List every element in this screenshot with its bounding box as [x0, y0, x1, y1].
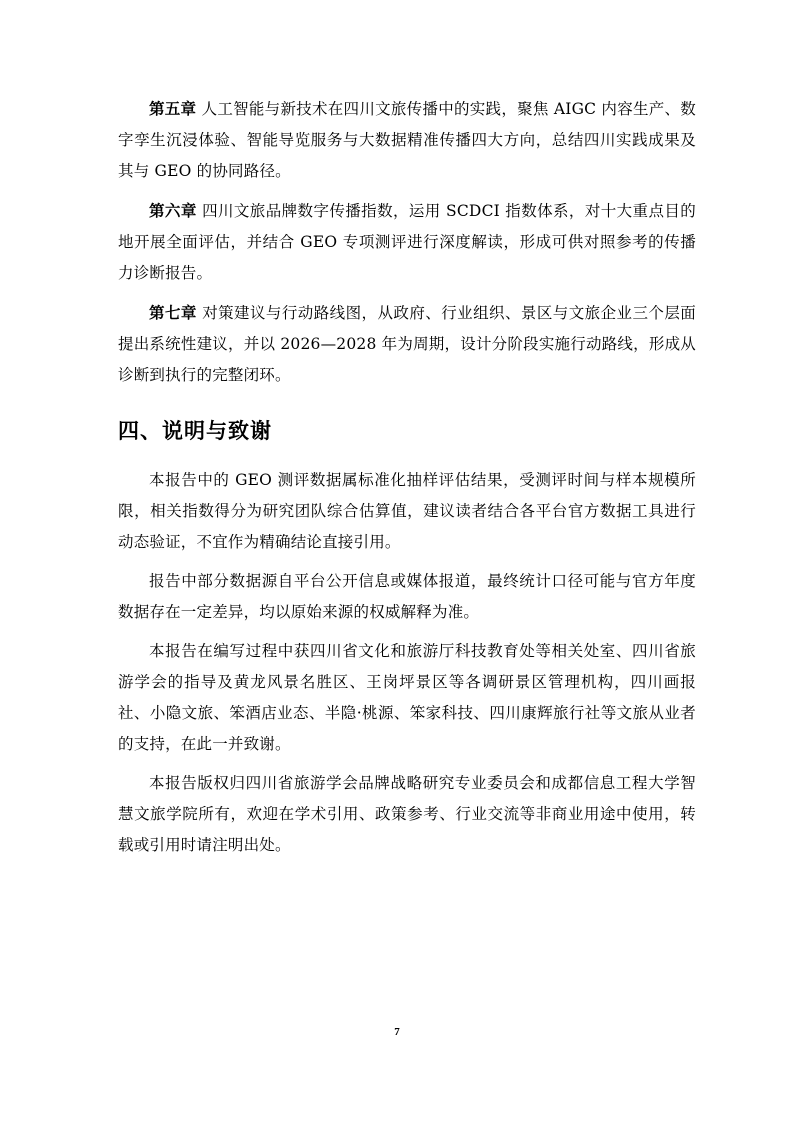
section-paragraph: 报告中部分数据源自平台公开信息或媒体报道，最终统计口径可能与官方年度数据存在一定差异，均以原始来源的权威解释为准。 [118, 572, 696, 621]
chapter-5-paragraph [118, 93, 696, 187]
chapter-6-label: 第六章 [149, 201, 197, 220]
chapter-5-text: 人工智能与新技术在四川文旅传播中的实践，聚焦 AIGC 内容生产、数字孪生沉浸体验、智能导览服务与大数据精准传播四大方向，总结四川实践成果及其与 GEO 的协同路径。 [118, 100, 697, 180]
chapter-5-label: 第五章 [149, 99, 197, 118]
page-content [118, 93, 696, 869]
chapter-6-paragraph [118, 195, 696, 289]
chapter-7-label: 第七章 [149, 303, 197, 322]
section-paragraph: 本报告中的 GEO 测评数据属标准化抽样评估结果，受测评时间与样本规模所限，相关指数得分为研究团队综合估算值，建议读者结合各平台官方数据工具进行动态验证，不宜作为精确结论直接引用。 [118, 471, 696, 551]
section-paragraph: 本报告在编写过程中获四川省文化和旅游厅科技教育处等相关处室、四川省旅游学会的指导及黄龙风景名胜区、王岗坪景区等各调研景区管理机构，四川画报社、小隐文旅、笨酒店业态、半隐·桃源、笨家科技、四川康辉旅行社等文旅从业者的支持，在此一并致谢。 [118, 642, 696, 753]
page-number: 7 [394, 1026, 400, 1038]
chapter-7-text: 对策建议与行动路线图，从政府、行业组织、景区与文旅企业三个层面提出系统性建议，并以 2026—2028 年为周期，设计分阶段实施行动路线，形成从诊断到执行的完整闭环。 [118, 304, 696, 384]
section-paragraph: 本报告版权归四川省旅游学会品牌战略研究专业委员会和成都信息工程大学智慧文旅学院所有，欢迎在学术引用、政策参考、行业交流等非商业用途中使用，转载或引用时请注明出处。 [118, 774, 696, 854]
section-heading: 四、说明与致谢 [118, 419, 272, 443]
chapter-6-text: 四川文旅品牌数字传播指数，运用 SCDCI 指数体系，对十大重点目的地开展全面评估，并结合 GEO 专项测评进行深度解读，形成可供对照参考的传播力诊断报告。 [118, 202, 696, 282]
chapter-7-paragraph [118, 297, 696, 391]
